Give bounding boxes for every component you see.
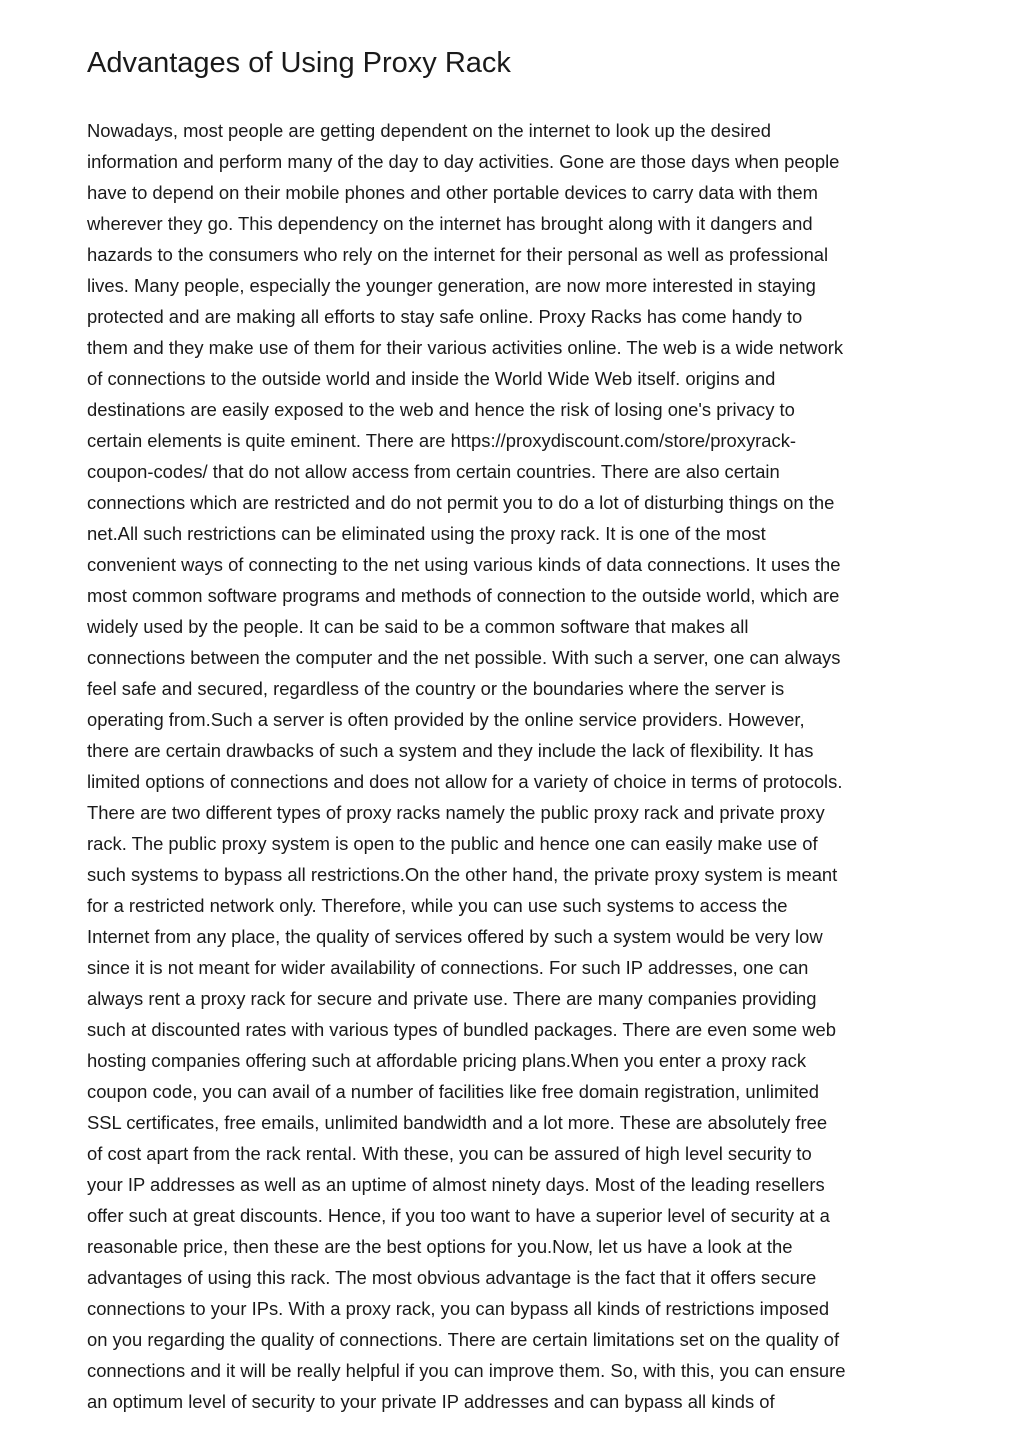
body-line: SSL certificates, free emails, unlimited bandwidth and a lot more. These are absolutely free <box>87 1112 828 1133</box>
body-line: them and they make use of them for their various activities online. The web is a wide network <box>87 337 844 358</box>
body-line: operating from.Such a server is often provided by the online service providers. However, <box>87 709 805 730</box>
body-line: lives. Many people, especially the younger generation, are now more interested in staying <box>87 275 816 296</box>
body-line: your IP addresses as well as an uptime of almost ninety days. Most of the leading resellers <box>87 1174 825 1195</box>
body-line: such systems to bypass all restrictions.On the other hand, the private proxy system is meant <box>87 864 838 885</box>
body-line: coupon-codes/ that do not allow access from certain countries. There are also certain <box>87 461 780 482</box>
body-line: reasonable price, then these are the best options for you.Now, let us have a look at the <box>87 1236 793 1257</box>
body-line: of connections to the outside world and inside the World Wide Web itself. origins and <box>87 368 776 389</box>
body-line: connections which are restricted and do not permit you to do a lot of disturbing things on the <box>87 492 835 513</box>
body-line: most common software programs and methods of connection to the outside world, which are <box>87 585 840 606</box>
body-line: connections to your IPs. With a proxy rack, you can bypass all kinds of restrictions imposed <box>87 1298 830 1319</box>
body-line: Internet from any place, the quality of services offered by such a system would be very low <box>87 926 823 947</box>
body-line: advantages of using this rack. The most obvious advantage is the fact that it offers secure <box>87 1267 817 1288</box>
body-line: since it is not meant for wider availability of connections. For such IP addresses, one can <box>87 957 809 978</box>
body-line: connections between the computer and the net possible. With such a server, one can always <box>87 647 841 668</box>
body-line: feel safe and secured, regardless of the country or the boundaries where the server is <box>87 678 785 699</box>
body-line: an optimum level of security to your private IP addresses and can bypass all kinds of <box>87 1391 775 1412</box>
body-line: limited options of connections and does not allow for a variety of choice in terms of protocols. <box>87 771 843 792</box>
body-line: information and perform many of the day to day activities. Gone are those days when people <box>87 151 840 172</box>
body-line: hosting companies offering such at affordable pricing plans.When you enter a proxy rack <box>87 1050 807 1071</box>
body-line: coupon code, you can avail of a number of facilities like free domain registration, unlimited <box>87 1081 819 1102</box>
document-page <box>87 42 957 1412</box>
body-line: for a restricted network only. Therefore, while you can use such systems to access the <box>87 895 788 916</box>
body-line: There are two different types of proxy racks namely the public proxy rack and private proxy <box>87 802 825 823</box>
body-line: Nowadays, most people are getting dependent on the internet to look up the desired <box>87 120 771 141</box>
body-line: such at discounted rates with various types of bundled packages. There are even some web <box>87 1019 837 1040</box>
body-line: of cost apart from the rack rental. With these, you can be assured of high level security to <box>87 1143 812 1164</box>
body-line: connections and it will be really helpful if you can improve them. So, with this, you can ensure <box>87 1360 846 1381</box>
body-line: wherever they go. This dependency on the internet has brought along with it dangers and <box>87 213 813 234</box>
body-line: protected and are making all efforts to stay safe online. Proxy Racks has come handy to <box>87 306 803 327</box>
body-line: there are certain drawbacks of such a system and they include the lack of flexibility. It has <box>87 740 814 761</box>
body-line: always rent a proxy rack for secure and private use. There are many companies providing <box>87 988 817 1009</box>
body-line: rack. The public proxy system is open to the public and hence one can easily make use of <box>87 833 818 854</box>
body-line: widely used by the people. It can be said to be a common software that makes all <box>87 616 749 637</box>
body-line: offer such at great discounts. Hence, if you too want to have a superior level of security at a <box>87 1205 830 1226</box>
body-line: net.All such restrictions can be eliminated using the proxy rack. It is one of the most <box>87 523 766 544</box>
document-title: Advantages of Using Proxy Rack <box>87 47 511 79</box>
body-line: destinations are easily exposed to the web and hence the risk of losing one's privacy to <box>87 399 795 420</box>
body-line: have to depend on their mobile phones and other portable devices to carry data with them <box>87 182 818 203</box>
document-body <box>87 115 846 1417</box>
body-line: convenient ways of connecting to the net using various kinds of data connections. It uses the <box>87 554 841 575</box>
body-line: on you regarding the quality of connections. There are certain limitations set on the quality of <box>87 1329 840 1350</box>
body-line: certain elements is quite eminent. There are https://proxydiscount.com/store/proxyrack- <box>87 430 797 451</box>
body-line: hazards to the consumers who rely on the internet for their personal as well as professional <box>87 244 829 265</box>
